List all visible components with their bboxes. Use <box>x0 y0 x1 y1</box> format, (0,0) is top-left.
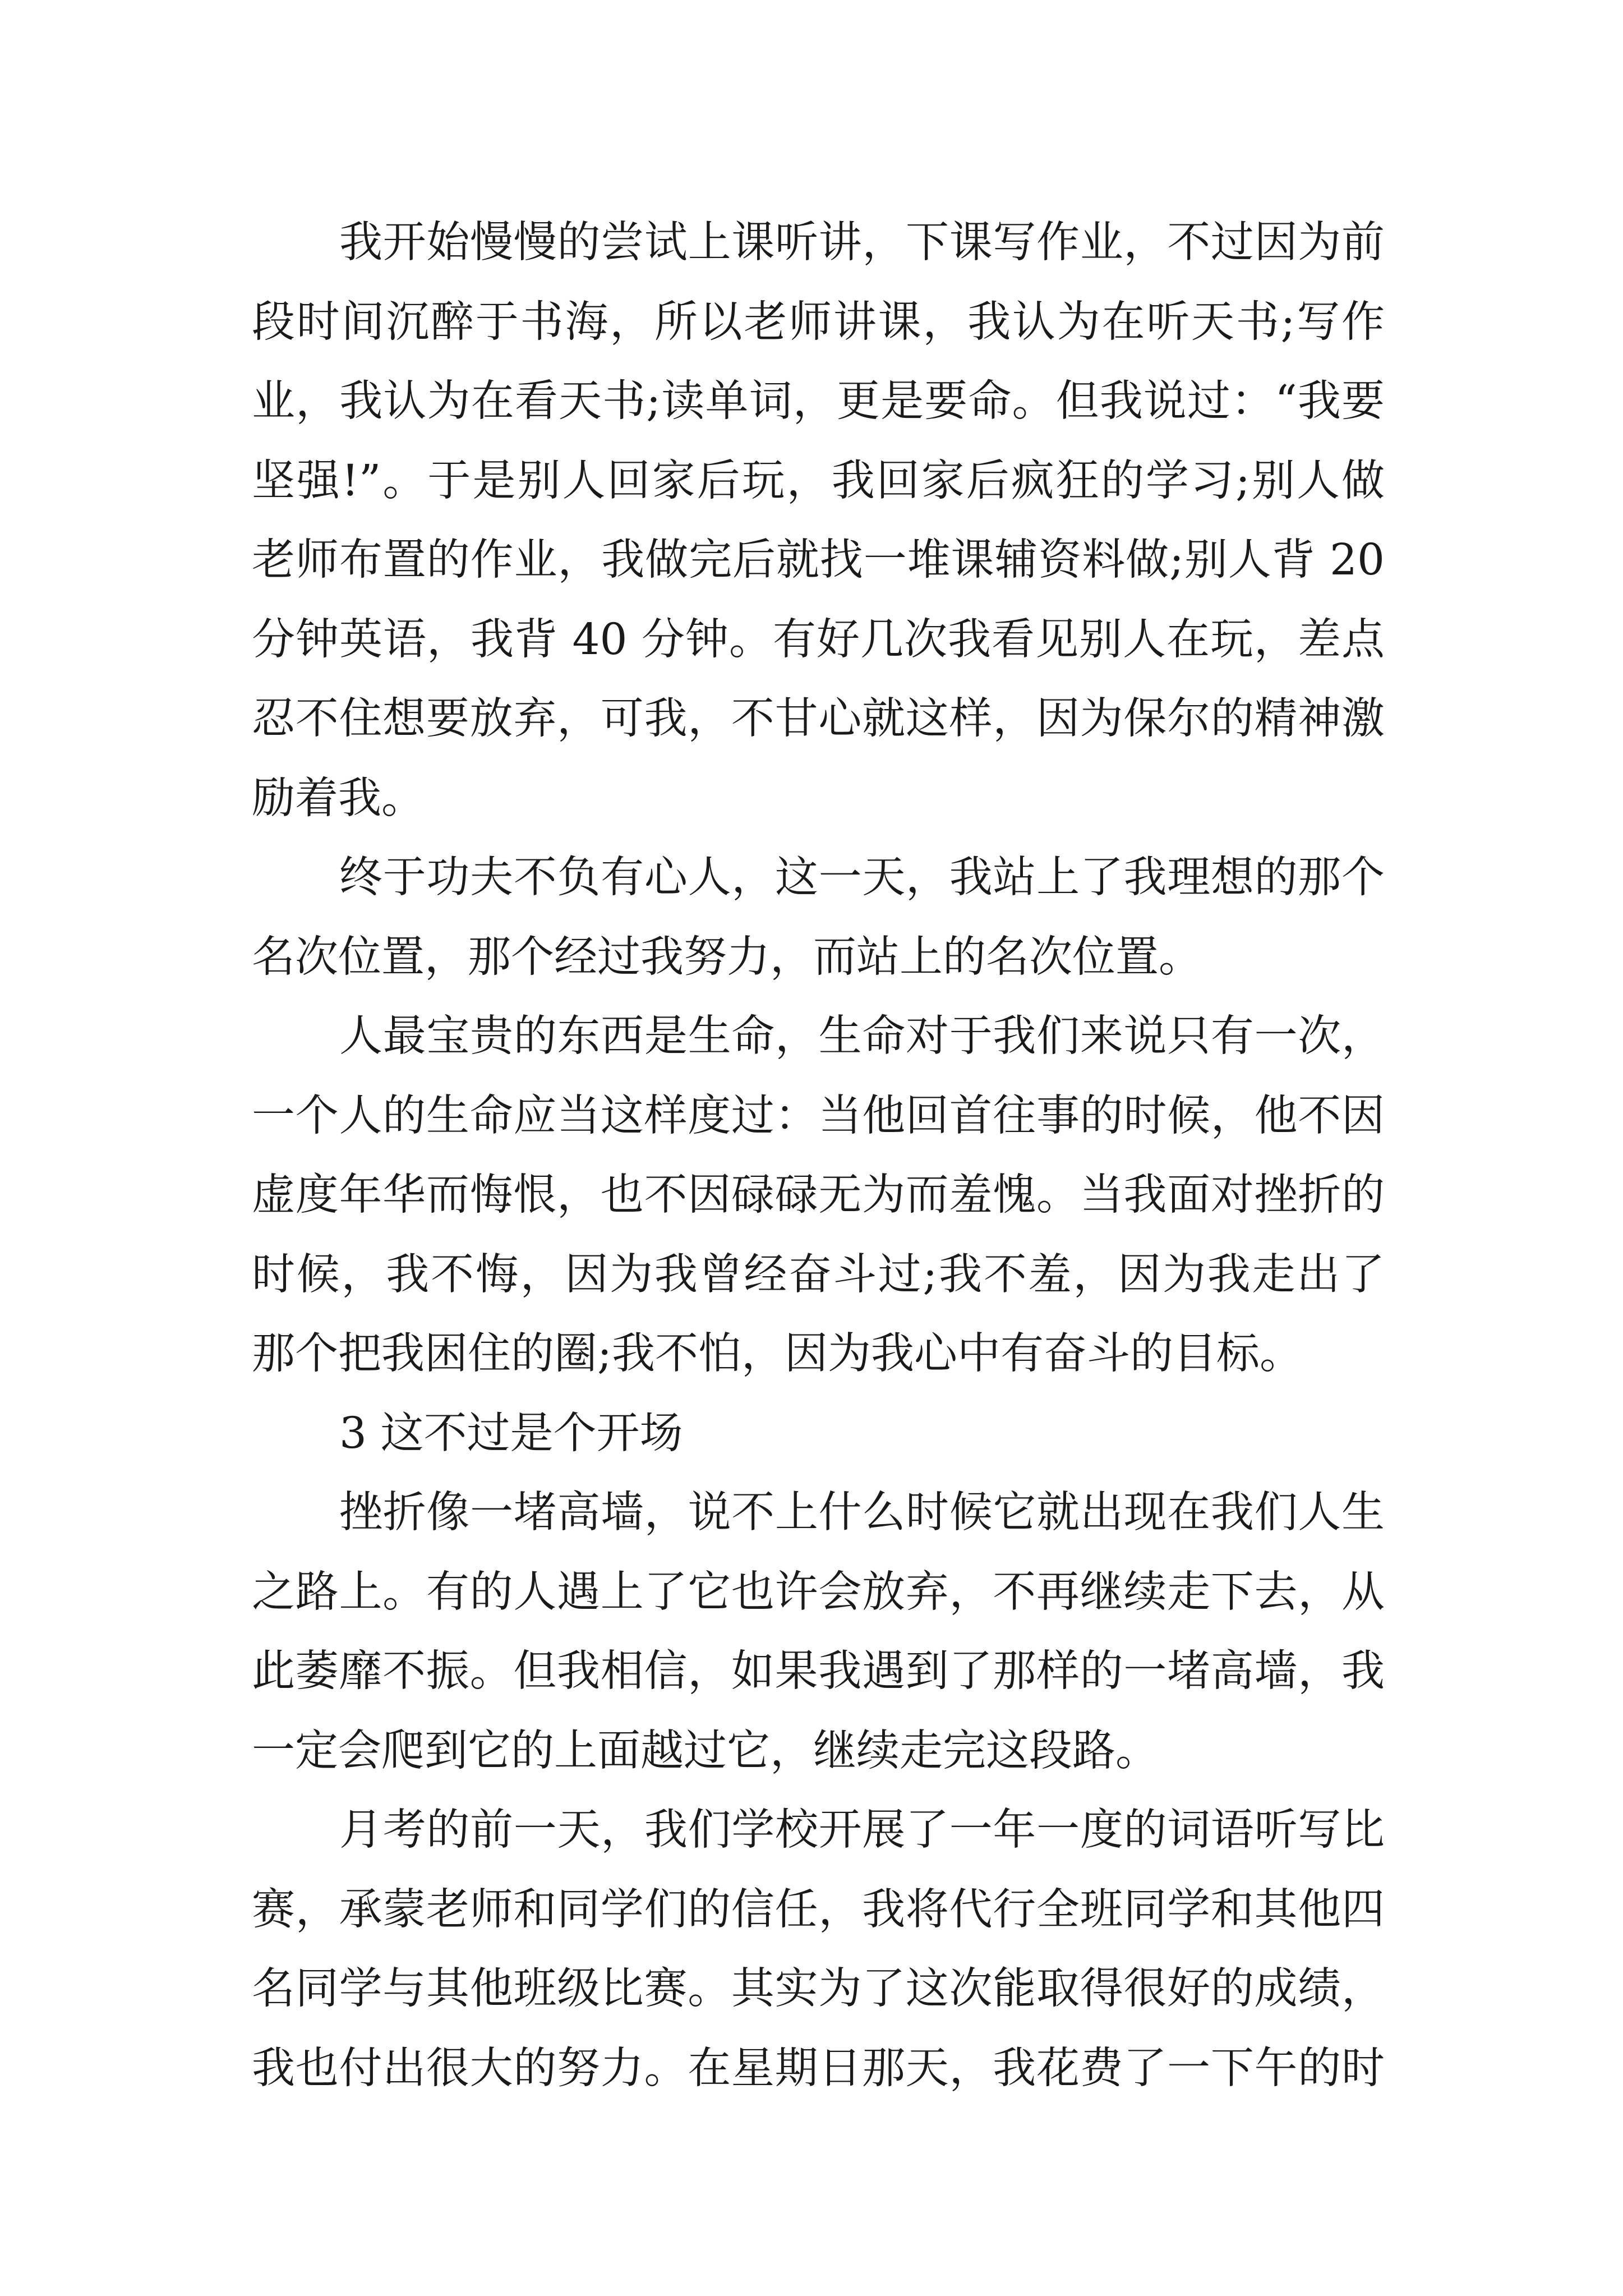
paragraph-line: 此萎靡不振。但我相信，如果我遇到了那样的一堵高墙，我 <box>252 1646 1385 1696</box>
paragraph-line: 坚强!”。于是别人回家后玩，我回家后疯狂的学习;别人做 <box>252 455 1385 506</box>
paragraph-line: 业，我认为在看天书;读单词，更是要命。但我说过：“我要 <box>252 376 1385 426</box>
paragraph-line: 我也付出很大的努力。在星期日那天，我花费了一下午的时 <box>252 2043 1385 2093</box>
section-heading: 3 这不过是个开场 <box>339 1408 683 1458</box>
paragraph-line: 忍不住想要放弃，可我，不甘心就这样，因为保尔的精神激 <box>252 694 1385 744</box>
paragraph-line: 一个人的生命应当这样度过：当他回首往事的时候，他不因 <box>252 1091 1385 1141</box>
paragraph-line: 人最宝贵的东西是生命，生命对于我们来说只有一次， <box>339 1011 1385 1061</box>
paragraph-line: 虚度年华而悔恨，也不因碌碌无为而羞愧。当我面对挫折的 <box>252 1170 1385 1220</box>
paragraph-line: 励着我。 <box>252 773 425 823</box>
paragraph-line: 之路上。有的人遇上了它也许会放弃，不再继续走下去，从 <box>252 1567 1385 1617</box>
paragraph-line: 名同学与其他班级比赛。其实为了这次能取得很好的成绩， <box>252 1964 1385 2014</box>
paragraph-line: 终于功夫不负有心人，这一天，我站上了我理想的那个 <box>339 853 1385 903</box>
paragraph-line: 一定会爬到它的上面越过它，继续走完这段路。 <box>252 1726 1159 1776</box>
paragraph-line: 老师布置的作业，我做完后就找一堆课辅资料做;别人背 20 <box>252 535 1385 585</box>
paragraph-line: 月考的前一天，我们学校开展了一年一度的词语听写比 <box>339 1805 1385 1855</box>
paragraph-line: 段时间沉醉于书海，所以老师讲课，我认为在听天书;写作 <box>252 297 1385 347</box>
paragraph-line: 我开始慢慢的尝试上课听讲，下课写作业，不过因为前 <box>339 218 1385 268</box>
body-text <box>252 203 1385 2108</box>
paragraph-line: 分钟英语，我背 40 分钟。有好几次我看见别人在玩，差点 <box>252 614 1385 665</box>
paragraph-line: 挫折像一堵高墙，说不上什么时候它就出现在我们人生 <box>339 1488 1385 1538</box>
paragraph-line: 时候，我不悔，因为我曾经奋斗过;我不羞，因为我走出了 <box>252 1249 1385 1300</box>
paragraph-line: 名次位置，那个经过我努力，而站上的名次位置。 <box>252 932 1202 982</box>
paragraph-line: 那个把我困住的圈;我不怕，因为我心中有奋斗的目标。 <box>252 1329 1303 1379</box>
paragraph-line: 赛，承蒙老师和同学们的信任，我将代行全班同学和其他四 <box>252 1884 1385 1935</box>
